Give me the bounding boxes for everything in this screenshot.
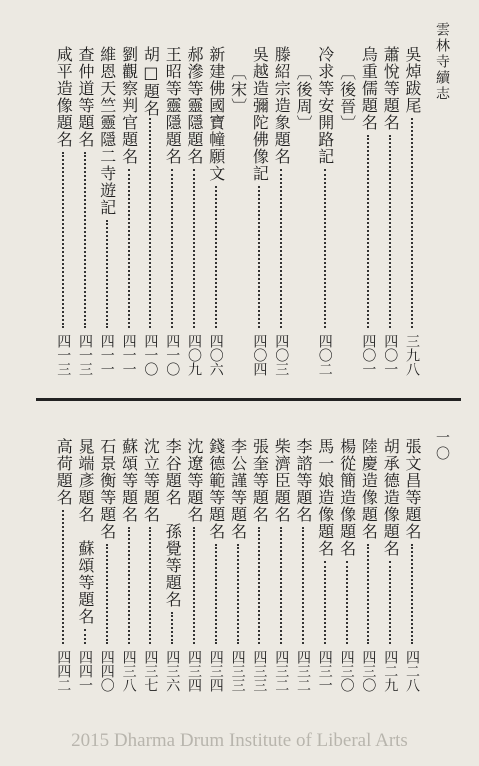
toc-entry-page: 四〇一 <box>382 334 399 376</box>
leader-dots <box>215 186 217 328</box>
toc-entry-title: 石景衡等題名 <box>97 438 117 540</box>
toc-entry-title: 柴濟臣題名 <box>272 438 292 523</box>
toc-entry-page: 四四一 <box>77 650 93 692</box>
leader-dots <box>106 544 108 644</box>
leader-dots <box>106 220 108 328</box>
toc-entry-title: 郝滲等靈隱題名 <box>185 46 204 165</box>
leader-dots <box>411 544 413 644</box>
toc-entry-title: 吳焯跋尾 <box>403 46 422 114</box>
leader-dots <box>389 561 391 644</box>
toc-entry-page: 四一一 <box>98 334 115 376</box>
toc-entry-title: 楊從簡造像題名 <box>337 438 357 557</box>
leader-dots <box>302 527 304 644</box>
toc-entry-page: 四〇二 <box>316 334 333 376</box>
leader-dots <box>215 544 217 644</box>
leader-dots <box>280 169 282 328</box>
toc-entry-title: 錢德範等題名 <box>206 438 226 540</box>
toc-entry-title: 查仲道等題名 <box>76 46 95 148</box>
dynasty-heading: 〔宋〕 <box>228 64 248 115</box>
dynasty-heading: 〔後晉〕 <box>337 64 357 132</box>
toc-entry-page: 四二八 <box>404 650 420 692</box>
watermark: 2015 Dharma Drum Institute of Liberal Arts <box>71 730 408 751</box>
leader-dots <box>193 169 195 328</box>
toc-entry-title: 維恩天竺靈隱二寺遊記 <box>97 46 117 216</box>
toc-entry-title: 王昭等靈隱題名 <box>163 46 183 165</box>
leader-dots <box>346 561 348 644</box>
leader-dots <box>84 629 86 644</box>
toc-entry-page: 四一一 <box>120 334 137 376</box>
toc-entry-title: 李谷題名 孫覺等題名 <box>163 438 183 608</box>
leader-dots <box>258 186 260 328</box>
leader-dots <box>324 561 326 644</box>
toc-entry-page: 四一〇 <box>164 334 181 376</box>
leader-dots <box>367 135 369 328</box>
toc-entry-title: 胡□題名 <box>141 46 161 117</box>
toc-entry-page: 四四〇 <box>98 650 115 692</box>
toc-entry-title: 張文昌等題名 <box>403 438 422 540</box>
toc-entry-page: 四三〇 <box>338 650 355 692</box>
toc-entry-title: 馬一娘造像題名 <box>315 438 335 557</box>
toc-entry-page: 四〇九 <box>186 334 202 376</box>
toc-entry-page: 三九八 <box>404 334 420 376</box>
toc-entry-page: 四〇三 <box>273 334 290 376</box>
leader-dots <box>324 169 326 328</box>
toc-entry-page: 四三〇 <box>360 650 377 692</box>
toc-entry-page: 四〇六 <box>207 334 224 376</box>
toc-entry-title: 吳越造彌陀佛像記 <box>250 46 270 182</box>
toc-entry-title: 咸平造像題名 <box>54 46 74 148</box>
leader-dots <box>84 152 86 328</box>
leader-dots <box>128 527 130 644</box>
toc-entry-title: 陸慶造像題名 <box>359 438 379 540</box>
leader-dots <box>171 169 173 328</box>
toc-entry-page: 四三一 <box>316 650 333 692</box>
toc-entry-page: 四一〇 <box>142 334 159 376</box>
toc-entry-page: 四〇一 <box>360 334 377 376</box>
toc-entry-title: 晁端彥題名 蘇頌等題名 <box>76 438 95 625</box>
toc-entry-page: 四三二 <box>295 650 311 692</box>
leader-dots <box>258 527 260 644</box>
toc-entry-title: 李諮等題名 <box>294 438 313 523</box>
leader-dots <box>367 544 369 644</box>
toc-entry-page: 四三三 <box>251 650 268 692</box>
leader-dots <box>389 135 391 328</box>
toc-entry-page: 四三四 <box>186 650 202 692</box>
divider-rule <box>36 398 461 401</box>
leader-dots <box>128 169 130 328</box>
toc-entry-page: 四二九 <box>382 650 399 692</box>
leader-dots <box>411 118 413 328</box>
toc-entry-page: 四一三 <box>55 334 72 376</box>
page-number: 一〇 <box>434 430 450 462</box>
toc-entry-page: 四三四 <box>207 650 224 692</box>
toc-entry-title: 胡承德造像題名 <box>381 438 401 557</box>
leader-dots <box>149 527 151 644</box>
toc-entry-page: 四三三 <box>229 650 246 692</box>
toc-entry-page: 四〇四 <box>251 334 268 376</box>
book-title: 雲林寺續志 <box>434 22 450 102</box>
leader-dots <box>149 118 151 328</box>
leader-dots <box>237 544 239 644</box>
leader-dots <box>171 612 173 644</box>
toc-entry-title: 蘇頌等題名 <box>119 438 139 523</box>
toc-entry-title: 新建佛國寶幢願文 <box>206 46 226 182</box>
leader-dots <box>62 510 64 644</box>
toc-entry-title: 蕭悅等題名 <box>381 46 401 131</box>
toc-entry-title: 滕紹宗造象題名 <box>272 46 292 165</box>
toc-entry-page: 四三六 <box>164 650 181 692</box>
toc-entry-title: 沈立等題名 <box>141 438 161 523</box>
leader-dots <box>193 527 195 644</box>
toc-entry-page: 四三二 <box>273 650 290 692</box>
toc-entry-page: 四三七 <box>142 650 159 692</box>
toc-entry-page: 四三八 <box>120 650 137 692</box>
toc-entry-title: 冷求等安開路記 <box>315 46 335 165</box>
leader-dots <box>62 152 64 328</box>
toc-entry-title: 李公謹等題名 <box>228 438 248 540</box>
toc-entry-title: 沈遼等題名 <box>185 438 204 523</box>
toc-entry-title: 張奎等題名 <box>250 438 270 523</box>
toc-entry-title: 劉觀察判官題名 <box>119 46 139 165</box>
leader-dots <box>280 527 282 644</box>
toc-entry-title: 高荷題名 <box>54 438 74 506</box>
toc-entry-title: 烏重儒題名 <box>359 46 379 131</box>
dynasty-heading: 〔後周〕 <box>294 64 313 132</box>
toc-entry-page: 四一三 <box>77 334 93 376</box>
toc-entry-page: 四四二 <box>55 650 72 692</box>
